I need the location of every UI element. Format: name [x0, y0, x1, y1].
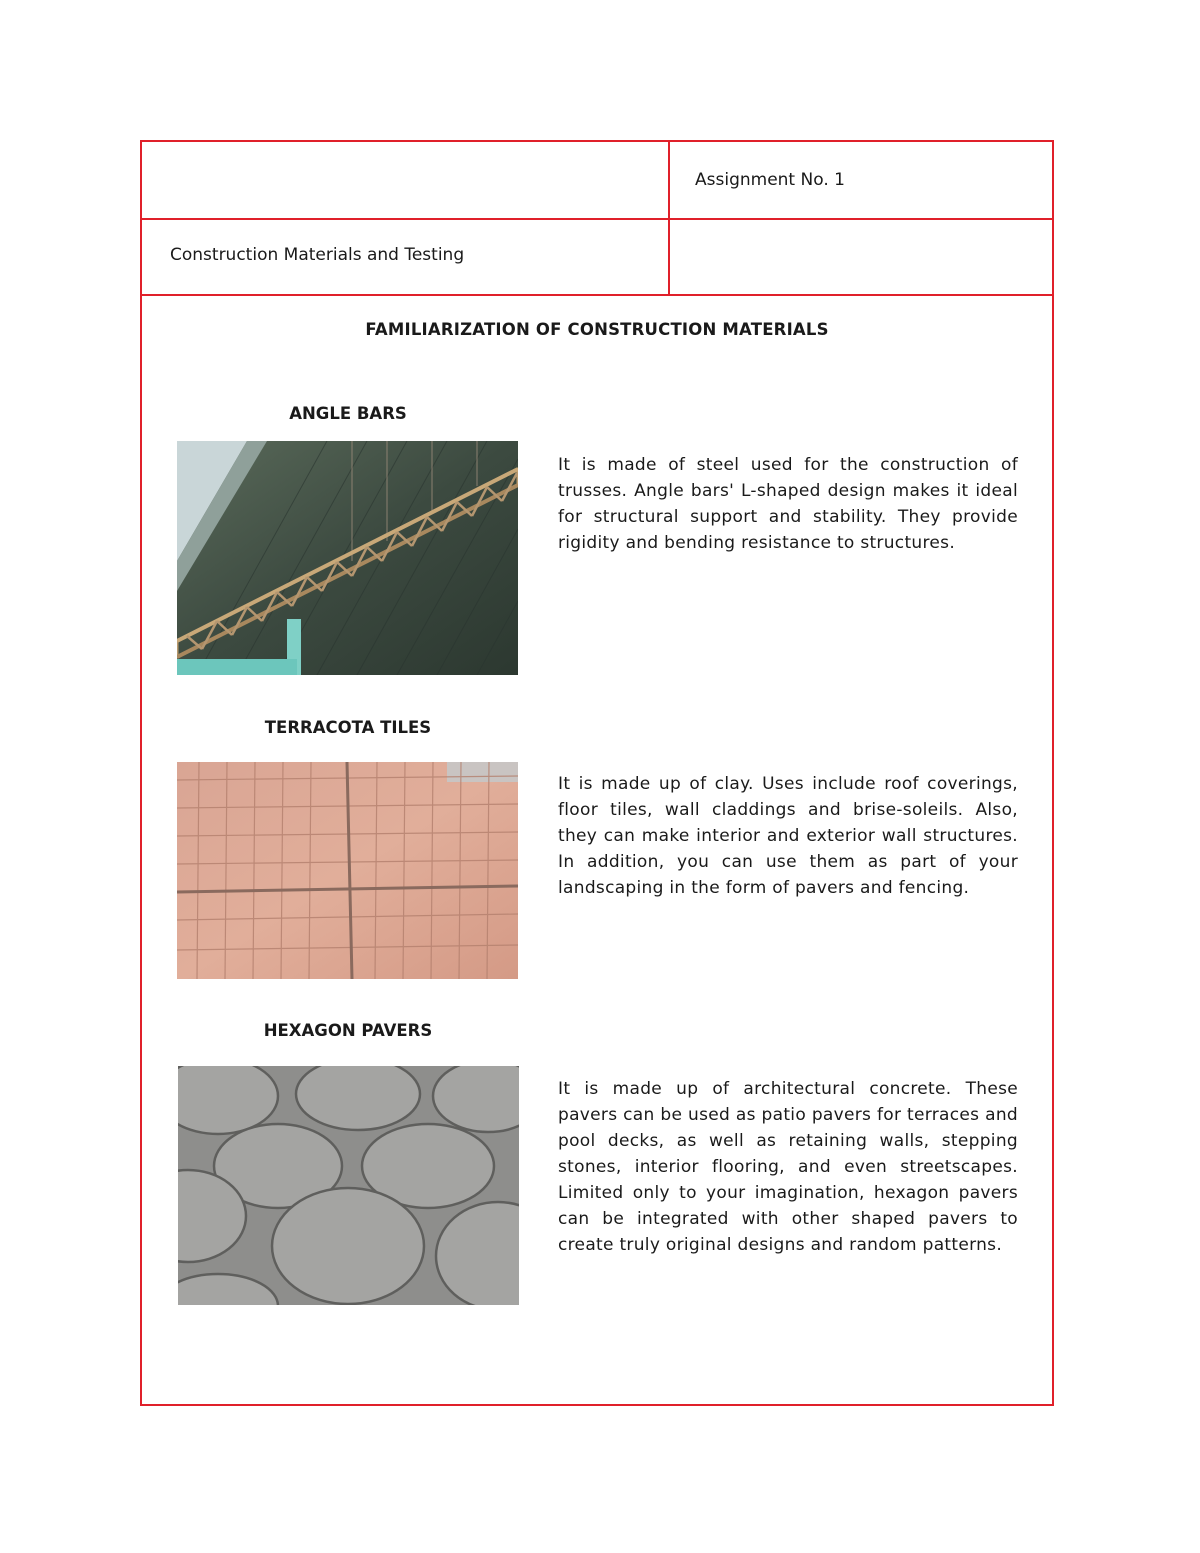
assignment-number: Assignment No. 1: [695, 170, 845, 190]
material-heading-angle-bars: ANGLE BARS: [289, 404, 407, 423]
document-title: FAMILIARIZATION OF CONSTRUCTION MATERIALS: [365, 320, 829, 339]
angle-bars-truss-photo: [177, 441, 518, 675]
header-divider-2: [142, 294, 1052, 296]
terracotta-tiles-photo: [177, 762, 518, 979]
material-heading-hexagon-pavers: HEXAGON PAVERS: [263, 1021, 433, 1040]
course-name: Construction Materials and Testing: [170, 245, 465, 265]
header-divider-1: [142, 218, 1052, 220]
material-description-terracotta-tiles: It is made up of clay. Uses include roof coverings, floor tiles, wall claddings and brise-soleils. Also, they can make interior and exterior wall structures. In addition, you can use them as part of your landscaping in the form of pavers and fencing.: [558, 774, 1018, 898]
hexagon-pavers-photo: [178, 1066, 519, 1305]
header-column-divider: [668, 142, 670, 296]
assignment-frame: [140, 140, 1054, 1406]
material-heading-terracotta-tiles: TERRACOTA TILES: [264, 718, 432, 737]
material-description-hexagon-pavers: It is made up of architectural concrete. These pavers can be used as patio pavers for terraces and pool decks, as well as retaining walls, stepping stones, interior flooring, and even streetscapes. Limited only to your imagination, hexagon pavers can be integrated with other shaped pavers to create truly original designs and random patterns.: [558, 1079, 1018, 1255]
material-description-angle-bars: It is made of steel used for the construction of trusses. Angle bars' L-shaped design makes it ideal for structural support and stability. They provide rigidity and bending resistance to structures.: [558, 455, 1018, 553]
